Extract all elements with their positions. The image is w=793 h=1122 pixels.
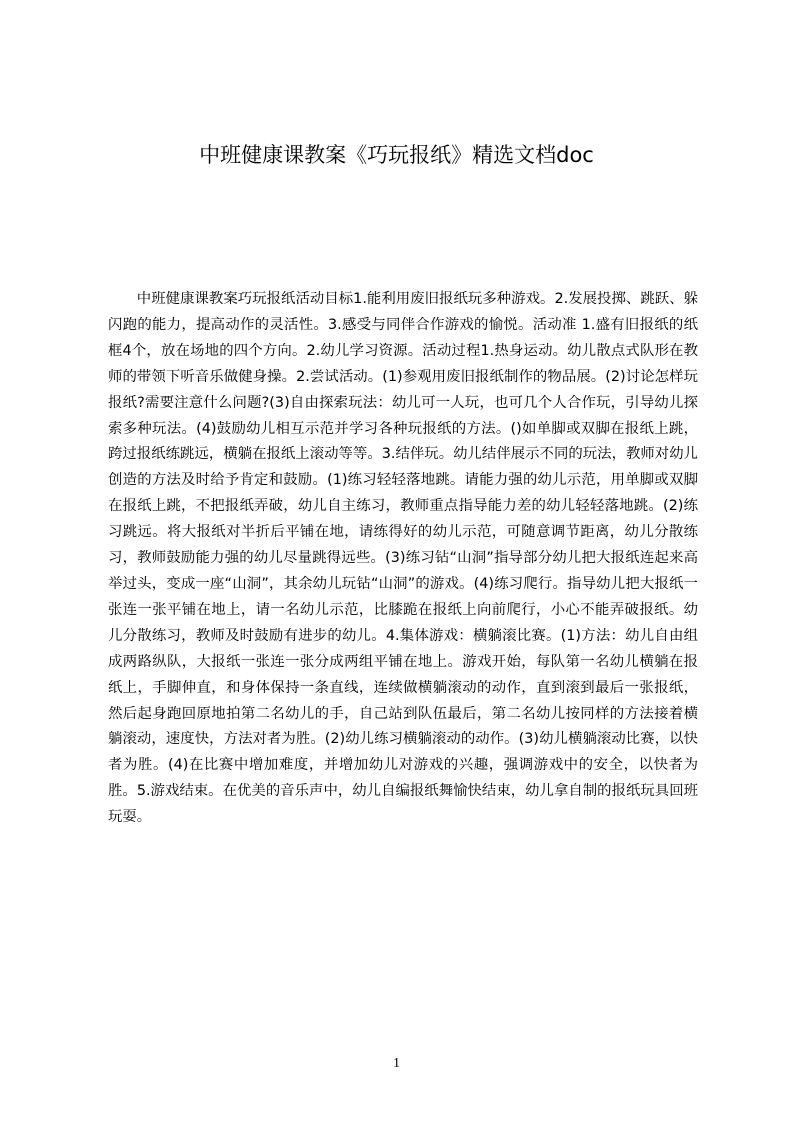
page-number: 1: [393, 1056, 400, 1071]
body-paragraph: 中班健康课教案巧玩报纸活动目标1.能利用废旧报纸玩多种游戏。2.发展投掷、跳跃、躲闪跑的能力，提高动作的灵活性。3.感受与同伴合作游戏的愉悦。活动准 1.盛有旧报纸的纸框4个，放在场地的四个方向。2.幼儿学习资源。活动过程1.热身运动。幼儿散点式队形在教师的带领下听音乐做健身操。2.尝试活动。(1)参观用废旧报纸制作的物品展。(2)讨论怎样玩报纸?需要注意什么问题?(3)自由探索玩法：幼儿可一人玩，也可几个人合作玩，引导幼儿探索多种玩法。(4)鼓励幼儿相互示范并学习各种玩报纸的方法。()如单脚或双脚在报纸上跳，跨过报纸练跳远，横躺在报纸上滚动等等。3.结伴玩。幼儿结伴展示不同的玩法，教师对幼儿创造的方法及时给予肯定和鼓励。(1)练习轻轻落地跳。请能力强的幼儿示范，用单脚或双脚在报纸上跳，不把报纸弄破，幼儿自主练习，教师重点指导能力差的幼儿轻轻落地跳。(2)练习跳远。将大报纸对半折后平铺在地，请练得好的幼儿示范，可随意调节距离，幼儿分散练习，教师鼓励能力强的幼儿尽量跳得远些。(3)练习钻“山洞”指导部分幼儿把大报纸连起来高举过头，变成一座“山洞”，其余幼儿玩钻“山洞”的游戏。(4)练习爬行。指导幼儿把大报纸一张连一张平铺在地上，请一名幼儿示范，比膝跪在报纸上向前爬行，小心不能弄破报纸。幼儿分散练习，教师及时鼓励有进步的幼儿。4.集体游戏：横躺滚比赛。(1)方法：幼儿自由组成两路纵队，大报纸一张连一张分成两组平铺在地上。游戏开始，每队第一名幼儿横躺在报纸上，手脚伸直，和身体保持一条直线，连续做横躺滚动的动作，直到滚到最后一张报纸，然后起身跑回原地拍第二名幼儿的手，自己站到队伍最后，第二名幼儿按同样的方法接着横躺滚动，速度快，方法对者为胜。(2)幼儿练习横躺滚动的动作。(3)幼儿横躺滚动比赛，以快者为胜。(4)在比赛中增加难度，并增加幼儿对游戏的兴趣，强调游戏中的安全，以快者为胜。5.游戏结束。在优美的音乐声中，幼儿自编报纸舞愉快结束，幼儿拿自制的报纸玩具回班玩耍。: [108, 291, 698, 826]
document-title: 中班健康课教案《巧玩报纸》精选文档doc: [199, 143, 594, 167]
